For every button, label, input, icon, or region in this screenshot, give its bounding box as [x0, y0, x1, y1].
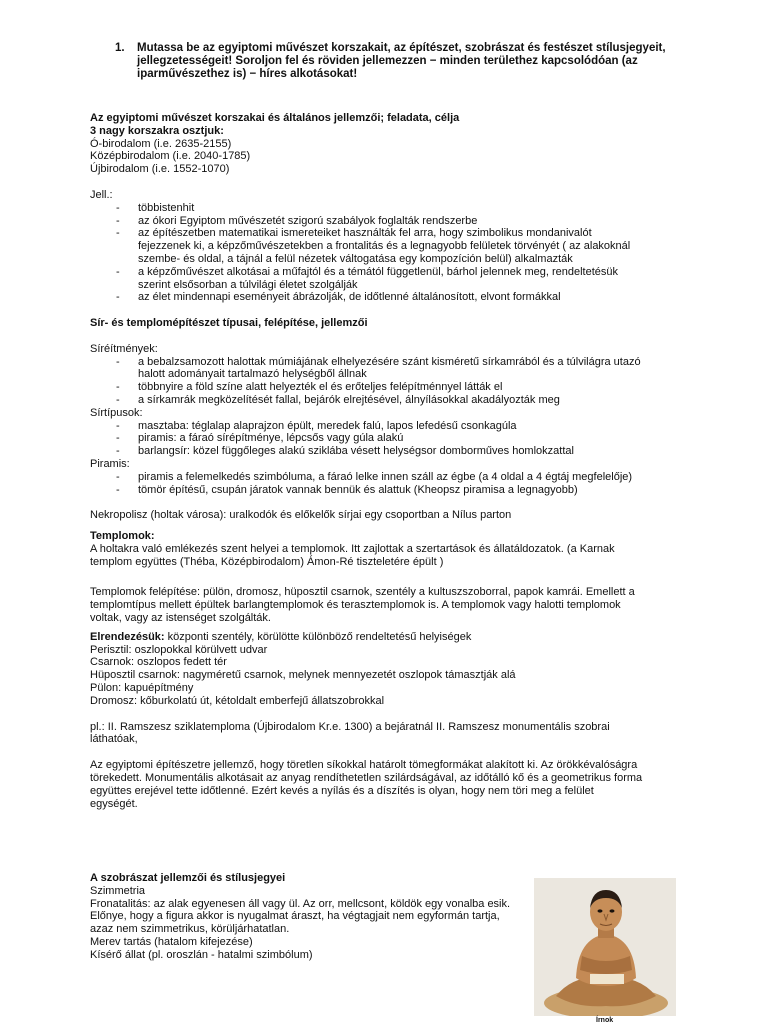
temples-paragraph-4: [90, 759, 690, 810]
definition-line: Pülon: kapuépítmény: [90, 681, 194, 694]
list-item-text: fejezzenek ki, a képzőművészetekben a frontalitás és a legnagyobb felületek törvényét ( az alakoknál: [138, 240, 631, 253]
bullet-dash: -: [116, 445, 120, 458]
jell-item: [90, 215, 690, 228]
bullet-dash: -: [116, 483, 120, 496]
sirep-list: [90, 356, 690, 407]
arrangement-line: [90, 631, 690, 644]
arrangement-text: központi szentély, körülötte különböző rendeltetésű helyiségek: [164, 630, 472, 643]
piramis-item: [90, 484, 690, 497]
period-line: Középbirodalom (i.e. 2040-1785): [90, 150, 251, 163]
sculpture-line: Merev tartás (hatalom kifejezése): [90, 935, 253, 948]
sirep-item: [90, 394, 690, 407]
paragraph-line: Templomok felépítése: pülön, dromosz, hüposztil csarnok, szentély a kultuszszoborral, papok kamrái. Emellett a: [90, 586, 635, 599]
bullet-dash: -: [116, 470, 120, 483]
list-item-text: szerint elsősorban a túlvilági életet szolgálják: [138, 278, 358, 291]
list-item-text: az építészetben matematikai ismereteiket használták fel arra, hogy szimbolikus mondanivalót: [138, 227, 592, 240]
section-periods: [90, 112, 690, 304]
sculpture-line: Előnye, hogy a figura akkor is nyugalmat áraszt, ha végtagjait nem egyformán tartja,: [90, 910, 500, 923]
bullet-dash: -: [116, 214, 120, 227]
temples-paragraph-1: [90, 543, 690, 569]
paragraph-line: A holtakra való emlékezés szent helyei a templomok. Itt zajlottak a szertartások és állatáldozatok. (a Karnak: [90, 542, 615, 555]
sirep-item: [90, 356, 690, 382]
section-heading-temples: Templomok:: [90, 530, 155, 542]
tipus-label: Sírtípusok:: [90, 406, 143, 419]
list-item-text: masztaba: téglalap alaprajzon épült, meredek falú, lapos lefedésű csonkagúla: [138, 419, 517, 432]
bullet-dash: -: [116, 381, 120, 394]
piramis-item: [90, 471, 690, 484]
list-item-text: barlangsír: közel függőleges alakú sziklába vésett helységsor domborműves homlokzattal: [138, 445, 574, 458]
period-line: Újbirodalom (i.e. 1552-1070): [90, 163, 230, 176]
tipus-item: [90, 420, 690, 433]
bullet-dash: -: [116, 265, 120, 278]
definitions-list: [90, 644, 690, 708]
bullet-dash: -: [116, 355, 120, 368]
list-item-text: szembe- és oldal, a tájnál a felül nézetek váltogatása egy kompozíción belül) alkalmazták: [138, 252, 573, 265]
paragraph-line: pl.: II. Ramszesz sziklatemploma (Újbirodalom Kr.e. 1300) a bejáratnál II. Ramszesz monumentális szobrai: [90, 720, 610, 733]
section-heading-sculpture: A szobrászat jellemzői és stílusjegyei: [90, 872, 286, 884]
sirep-item: [90, 381, 690, 394]
paragraph-line: templom együttes (Théba, Középbirodalom) Ámon-Ré tiszteletére épült ): [90, 555, 444, 568]
bullet-dash: -: [116, 291, 120, 304]
paragraph-line: templomtípus mellett épültek barlangtemplomok és terasztemplomok is. A templomok vagy halotti templomok: [90, 599, 621, 612]
sculpture-line: Fronatalitás: az alak egyenesen áll vagy ül. Az orr, mellcsont, köldök egy vonalba esik.: [90, 897, 511, 910]
bullet-dash: -: [116, 393, 120, 406]
list-item-text: piramis a felemelkedés szimbóluma, a fáraó lelke innen száll az égbe (a 4 oldal a 4 égtáj megfelelője): [138, 470, 633, 483]
list-item-text: halott adományait tartalmazó helységből állnak: [138, 368, 367, 381]
piramis-list: [90, 471, 690, 497]
piramis-label: Piramis:: [90, 457, 130, 470]
sculpture-line: Kísérő állat (pl. oroszlán - hatalmi szimbólum): [90, 948, 313, 961]
period-line: Ó-birodalom (i.e. 2635-2155): [90, 137, 232, 150]
list-item-text: piramis: a fáraó sírépítménye, lépcsős vagy gúla alakú: [138, 432, 404, 445]
arrangement-label: Elrendezésük:: [90, 630, 165, 643]
jell-label: Jell.:: [90, 188, 113, 201]
tipus-list: [90, 420, 690, 458]
list-item-text: a képzőművészet alkotásai a műfajtól és a témától függetlenül, bárhol jelennek meg, rendeltetésük: [138, 265, 619, 278]
sculpture-line: azaz nem szimmetrikus, körüljárhatatlan.: [90, 923, 290, 936]
definition-line: Csarnok: oszlopos fedett tér: [90, 656, 227, 669]
bullet-dash: -: [116, 201, 120, 214]
paragraph-line: együttes erejével tette időtlenné. Ezért kevés a nyílás és a díszítés is olyan, hogy nem töri meg a felület: [90, 784, 594, 797]
jell-list: [90, 202, 690, 304]
paragraph-line: voltak, vagy az istenséget szolgálták.: [90, 611, 271, 624]
jell-item: [90, 202, 690, 215]
list-item-text: az élet mindennapi eseményeit ábrázolják, de időtlenné általánosított, elvont formákkal: [138, 291, 561, 304]
jell-item: [90, 291, 690, 304]
sirep-label: Síréítmények:: [90, 342, 158, 355]
list-item-text: tömör építésű, csupán járatok vannak bennük és alattuk (Kheopsz piramisa a legnagyobb): [138, 483, 578, 496]
paragraph-line: egységét.: [90, 797, 138, 810]
bullet-dash: -: [116, 227, 120, 240]
image-caption: Írnok: [596, 1017, 614, 1024]
tipus-item: [90, 432, 690, 445]
section-temples: [90, 530, 690, 810]
section-heading-periods: Az egyiptomi művészet korszakai és általános jellemzői; feladata, célja: [90, 112, 460, 124]
list-item-text: az ókori Egyiptom művészetét szigorú szabályok foglalták rendszerbe: [138, 214, 478, 227]
list-item-text: a bebalzsamozott halottak múmiájának elhelyezésére szánt kisméretű sírkamrából és a túlvilágra utazó: [138, 355, 641, 368]
paragraph-line: láthatóak,: [90, 733, 138, 746]
list-item-text: többnyire a föld színe alatt helyezték el és erőteljes felépítménnyel látták el: [138, 381, 503, 394]
paragraph-line: Az egyiptomi építészetre jellemző, hogy töretlen síkokkal határolt tömegformákat alakított ki. Az örökkévalóságra: [90, 759, 638, 772]
temples-paragraph-2: [90, 586, 690, 624]
list-item-text: többistenhit: [138, 201, 195, 214]
jell-item: [90, 266, 690, 292]
scribe-statue-image: [534, 878, 676, 1016]
definition-line: Perisztil: oszlopokkal körülvett udvar: [90, 643, 268, 656]
definition-line: Dromosz: kőburkolatú út, kétoldalt emberfejű állatszobrokkal: [90, 694, 385, 707]
section-heading-architecture: Sír- és templomépítészet típusai, felépítése, jellemzői: [90, 317, 368, 329]
question-number: 1.: [115, 42, 125, 54]
list-item-text: a sírkamrák megközelítését fallal, bejárók elrejtésével, álnyílásokkal akadályozták meg: [138, 393, 560, 406]
definition-line: Hüposztil csarnok: nagyméretű csarnok, melynek mennyezetét oszlopok támasztják alá: [90, 669, 516, 682]
jell-item: [90, 227, 690, 265]
scribe-statue-illustration: [534, 878, 676, 1016]
paragraph-line: törekedett. Monumentális alkotásait az anyag rendíthetetlen szilárdságával, az időtálló kő és a geometrikus forma: [90, 771, 643, 784]
nekropolisz-line: Nekropolisz (holtak városa): uralkodók és előkelők sírjai egy csoportban a Nílus parton: [90, 509, 512, 522]
subheading-periods: 3 nagy korszakra osztjuk:: [90, 124, 224, 137]
section-architecture: [90, 317, 690, 522]
temples-paragraph-3: [90, 721, 690, 747]
bullet-dash: -: [116, 419, 120, 432]
tipus-item: [90, 445, 690, 458]
sculpture-line: Szimmetria: [90, 884, 146, 897]
bullet-dash: -: [116, 432, 120, 445]
question-text: Mutassa be az egyiptomi művészet korszakait, az építészet, szobrászat és festészet stílusjegyeit, jellegzetességeit! Soroljon fel és röviden jellemezzen − minden területhez kapcsolódóan (az iparművészethez is) − híres alkotásokat!: [137, 42, 666, 80]
